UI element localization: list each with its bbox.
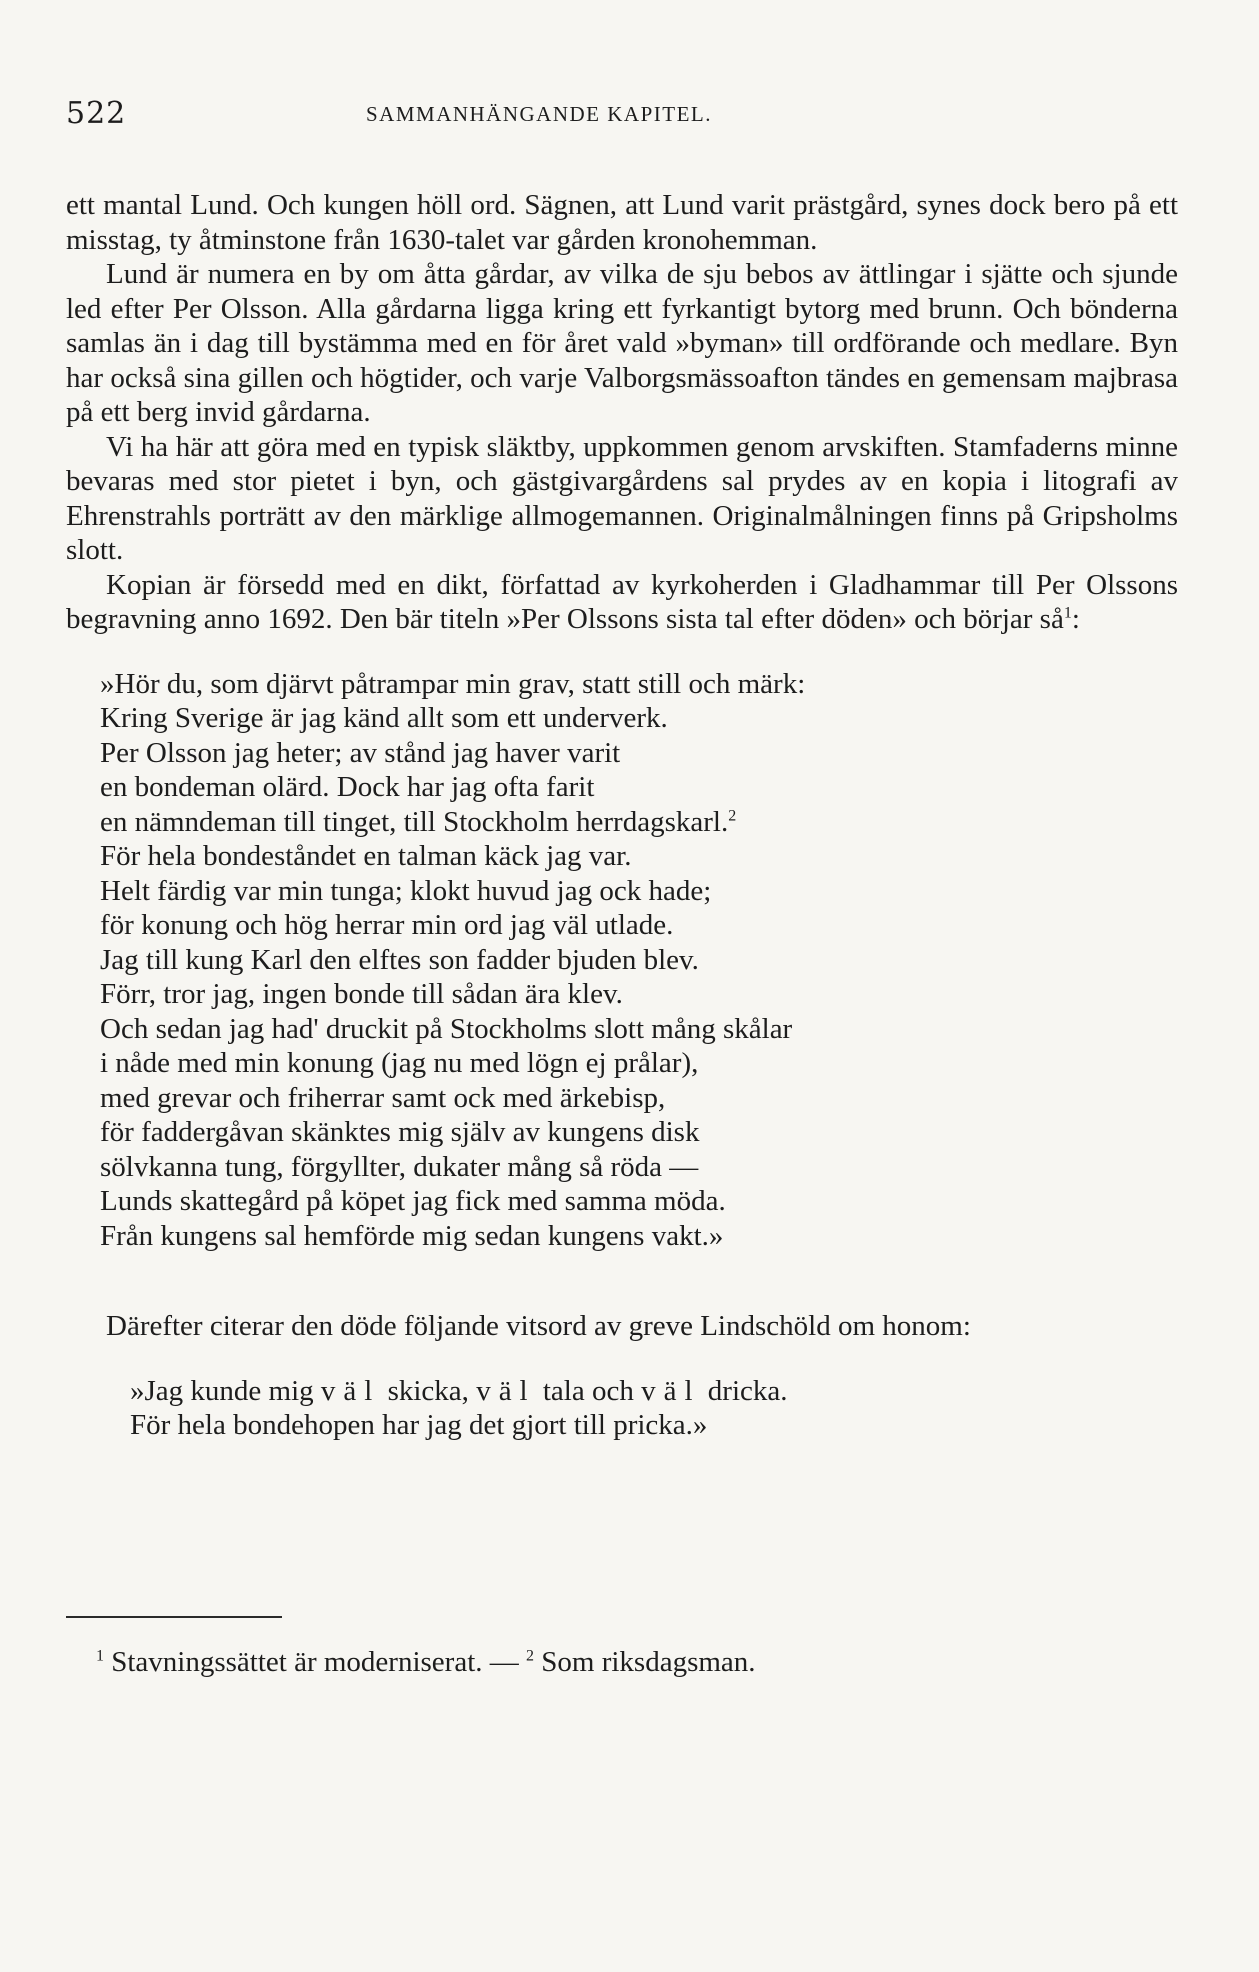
- poem-line: en bondeman olärd. Dock har jag ofta farit: [100, 771, 595, 803]
- footnote-ref-2: 2: [728, 806, 737, 824]
- footnote-rule: [66, 1616, 282, 1618]
- poem-line: för faddergåvan skänktes mig själv av kungens disk: [100, 1116, 700, 1148]
- quote-text: skicka,: [380, 1374, 477, 1407]
- running-title: SAMMANHÄNGANDE KAPITEL.: [366, 102, 712, 126]
- poem-line: i nåde med min konung (jag nu med lögn ej prålar),: [100, 1047, 699, 1079]
- page-header: [66, 96, 1185, 136]
- poem-line: Per Olsson jag heter; av stånd jag haver varit: [100, 736, 621, 769]
- poem-line: sölvkanna tung, förgyllter, dukater mång så röda —: [100, 1150, 699, 1183]
- poem-line-text: en nämndeman till tinget, till Stockholm herrdagskarl.: [100, 805, 729, 838]
- body-text: [66, 188, 1178, 1443]
- poem-line: med grevar och friherrar samt ock med ärkebisp,: [100, 1081, 666, 1114]
- footnote-text-1: Stavningssättet är moderniserat. —: [104, 1646, 527, 1678]
- paragraph-3: Vi ha här att göra med en typisk släktby, uppkommen genom arvskiften. Stamfaderns minne bevaras med stor pietet i byn, och gästgivargårdens sal prydes av en kopia i litografi av Ehrenstrahls porträtt av den märklige allmogemannen. Originalmålningen finns på Gripsholms slott.: [66, 430, 1178, 566]
- paragraph-4-end: :: [1071, 603, 1080, 635]
- poem-line: Förr, tror jag, ingen bonde till sådan ära klev.: [100, 978, 623, 1010]
- poem-line: Helt färdig var min tunga; klokt huvud jag ock hade;: [100, 874, 712, 907]
- quote-emphasis: väl: [476, 1374, 536, 1407]
- poem-line: för konung och hög herrar min ord jag väl utlade.: [100, 909, 674, 941]
- footnote-mark-2: 2: [526, 1647, 535, 1665]
- poem-line: [100, 805, 1178, 840]
- poem-line: Och sedan jag had' druckit på Stockholms slott mång skålar: [100, 1012, 793, 1045]
- quote-text: tala och: [535, 1374, 642, 1407]
- paragraph-1: ett mantal Lund. Och kungen höll ord. Sägnen, att Lund varit prästgård, synes dock bero på ett misstag, ty åtminstone från 1630-talet var gården kronohemman.: [66, 189, 1178, 256]
- paragraph-5: Därefter citerar den döde följande vitsord av greve Lindschöld om honom:: [106, 1310, 971, 1342]
- paragraph-4-text: Kopian är försedd med en dikt, författad av kyrkoherden i Gladhammar till Per Olssons begravning anno 1692. Den bär titeln »Per Olssons sista tal efter döden» och börjar så: [66, 568, 1178, 635]
- footnote-mark-1: 1: [96, 1647, 104, 1665]
- quote-emphasis: väl: [320, 1374, 381, 1407]
- quote-line-1: [130, 1374, 1178, 1409]
- quote-text: »Jag kunde mig: [130, 1374, 321, 1407]
- poem-line: Lunds skattegård på köpet jag fick med samma möda.: [100, 1185, 726, 1217]
- paragraph-4: [66, 568, 1178, 637]
- poem-line: Från kungens sal hemförde mig sedan kungens vakt.»: [100, 1219, 724, 1252]
- footnote-text-2: Som riksdagsman.: [534, 1646, 756, 1678]
- poem-line: Jag till kung Karl den elftes son fadder bjuden blev.: [100, 943, 699, 976]
- poem-line: »Hör du, som djärvt påtrampar min grav, statt still och märk:: [100, 667, 806, 700]
- poem-line: För hela bondeståndet en talman käck jag var.: [100, 840, 632, 872]
- footnotes: [96, 1646, 756, 1679]
- poem: [100, 667, 1178, 1254]
- paragraph-2: Lund är numera en by om åtta gårdar, av vilka de sju bebos av ättlingar i sjätte och sjunde led efter Per Olsson. Alla gårdarna ligga kring ett fyrkantigt bytorg med brunn. Och bönderna samlas än i dag till bystämma med en för året vald »byman» till ordförande och medlare. Byn har också sina gillen och högtider, och varje Valborgsmässoafton tändes en gemensam majbrasa på ett berg invid gårdarna.: [66, 258, 1178, 428]
- poem-line: Kring Sverige är jag känd allt som ett underverk.: [100, 702, 668, 734]
- footnote-ref-1: 1: [1063, 604, 1072, 622]
- quote-text: dricka.: [700, 1374, 788, 1407]
- page-number: 522: [66, 96, 127, 131]
- quote-emphasis: väl: [641, 1374, 701, 1407]
- quote: [130, 1374, 1178, 1443]
- quote-line-2: För hela bondehopen har jag det gjort till pricka.»: [130, 1409, 708, 1441]
